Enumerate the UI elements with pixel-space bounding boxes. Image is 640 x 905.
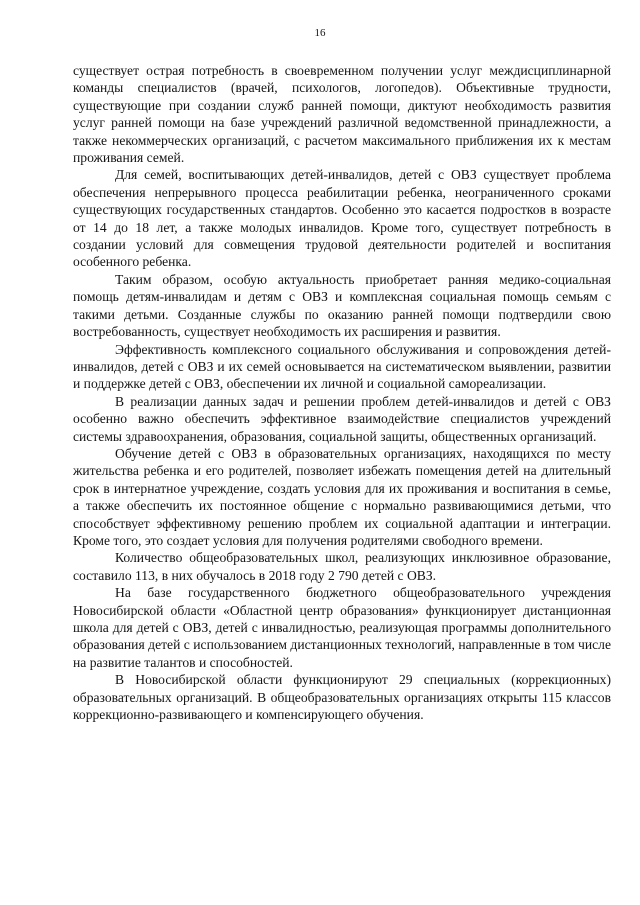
paragraph-special-organizations: В Новосибирской области функционируют 29 специальных (коррекционных) образовательных организаций. В общеобразовательных организациях открыты 115 классов коррекционно-развивающего и компенсирующего обучения.	[73, 672, 611, 723]
paragraph-service-effectiveness: Эффективность комплексного социального обслуживания и сопровождения детей-инвалидов, детей с ОВЗ и их семей основывается на систематическом выявлении, развитии и поддержке детей с ОВЗ, обеспечении их личной и социальной самореализации.	[73, 341, 611, 392]
paragraph-interagency-cooperation: В реализации данных задач и решении проблем детей-инвалидов и детей с ОВЗ особенно важно обеспечить эффективное взаимодействие специалистов учреждений системы здравоохранения, образования, социальной защиты, общественных организаций.	[73, 393, 611, 444]
page-number: 16	[314, 27, 326, 39]
paragraph-local-education: Обучение детей с ОВЗ в образовательных организациях, находящихся по месту жительства ребенка и его родителей, позволяет избежать помещения детей на длительный срок в интернатное учреждение, создать условия для их проживания и воспитания в семье, а также обеспечить их постоянное общение с нормально развивающимися детьми, что способствует эффективному решению проблем их социальной адаптации и интеграции. Кроме того, это создает условия для получения родителями свободного времени.	[73, 445, 611, 548]
paragraph-distance-school: На базе государственного бюджетного общеобразовательного учреждения Новосибирской области «Областной центр образования» функционирует дистанционная школа для детей с ОВЗ, детей с инвалидностью, реализующая программы дополнительного образования детей с использованием дистанционных технологий, направленные в том числе на развитие талантов и способностей.	[73, 585, 611, 670]
paragraph-inclusive-schools-count: Количество общеобразовательных школ, реализующих инклюзивное образование, составило 113, в них обучалось в 2018 году 2 790 детей с ОВЗ.	[73, 550, 611, 583]
document-body	[73, 62, 611, 723]
paragraph-families-rehabilitation: Для семей, воспитывающих детей-инвалидов, детей с ОВЗ существует проблема обеспечения непрерывного процесса реабилитации ребенка, неограниченного сроками существующих государственных стандартов. Особенно это касается подростков в возрасте от 14 до 18 лет, а также молодых инвалидов. Кроме того, существует потребность в создании условий для совмещения трудовой деятельности родителей и воспитания особенного ребенка.	[73, 167, 611, 270]
paragraph-continuation: существует острая потребность в своевременном получении услуг междисциплинарной команды специалистов (врачей, психологов, логопедов). Объективные трудности, существующие при создании служб ранней помощи, диктуют необходимость развития услуг ранней помощи на базе учреждений различной ведомственной принадлежности, а также некоммерческих организаций, с расчетом максимального приближения их к местам проживания семей.	[73, 63, 611, 166]
paragraph-early-help-relevance: Таким образом, особую актуальность приобретает ранняя медико-социальная помощь детям-инвалидам и детям с ОВЗ и комплексная социальная помощь семьям с такими детьми. Созданные службы по оказанию ранней помощи подтвердили свою востребованность, существует необходимость их расширения и развития.	[73, 271, 611, 340]
